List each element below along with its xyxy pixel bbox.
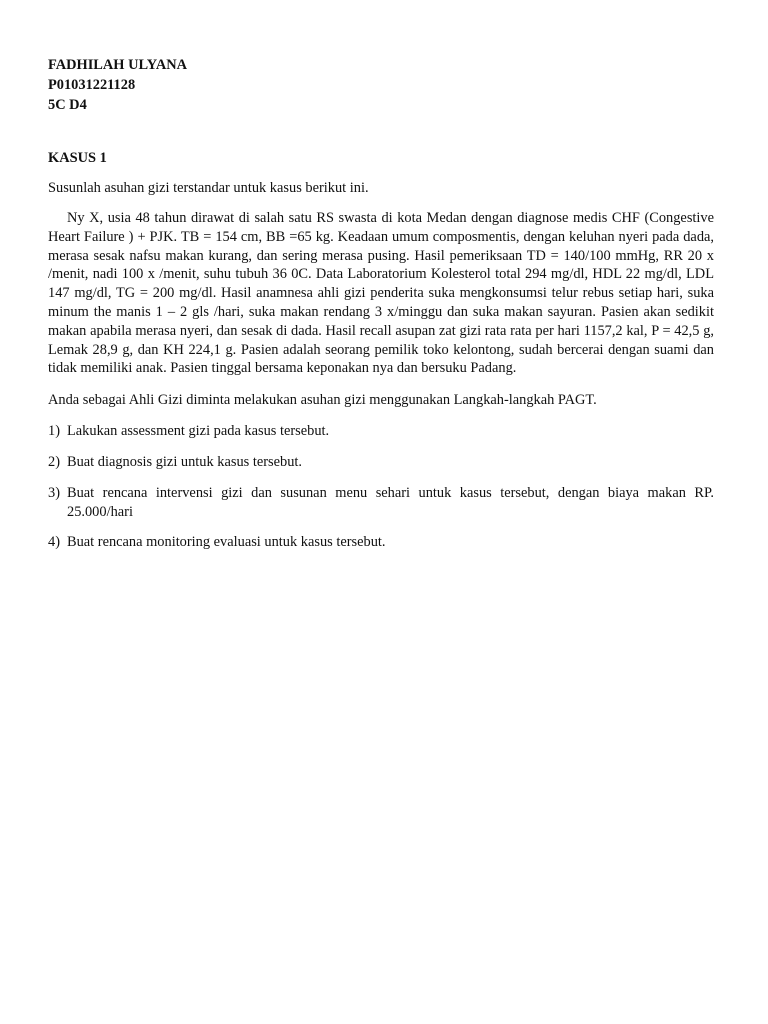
- task-text: Buat rencana intervensi gizi dan susunan menu sehari untuk kasus tersebut, dengan biaya makan RP. 25.000/hari: [67, 484, 714, 520]
- task-text: Lakukan assessment gizi pada kasus tersebut.: [67, 423, 330, 440]
- student-id: P01031221128: [48, 77, 136, 93]
- task-number: 2): [48, 453, 60, 470]
- student-class: 5C D4: [48, 97, 87, 113]
- case-title: KASUS 1: [48, 150, 107, 166]
- task-text: Buat rencana monitoring evaluasi untuk kasus tersebut.: [67, 534, 386, 551]
- case-intro: Susunlah asuhan gizi terstandar untuk kasus berikut ini.: [48, 180, 369, 196]
- task-text: Buat diagnosis gizi untuk kasus tersebut.: [67, 453, 303, 470]
- task-number: 1): [48, 423, 60, 440]
- task-item-1: [48, 422, 714, 441]
- case-description: Ny X, usia 48 tahun dirawat di salah satu RS swasta di kota Medan dengan diagnose medis CHF (Congestive Heart Failure ) + PJK. TB = 154 cm, BB =65 kg. Keadaan umum composmentis, dengan keluhan nyeri pada dada, merasa sesak nafsu makan kurang, dan sering merasa pusing. Hasil pemeriksaan TD = 140/100 mmHg, RR 20 x /menit, nadi 100 x /menit, suhu tubuh 36 0C. Data Laboratorium Kolesterol total 294 mg/dl, HDL 22 mg/dl, LDL 147 mg/dl, TG = 200 mg/dl. Hasil anamnesa ahli gizi penderita suka mengkonsumsi telur rebus setiap hari, suka minum the manis 1 – 2 gls /hari, suka makan rendang 3 x/minggu dan suka makan sayuran. Pasien akan sedikit makan apabila merasa nyeri, dan sesak di dada. Hasil recall asupan zat gizi rata rata per hari 1157,2 kal, P = 42,5 g, Lemak 28,9 g, dan KH 224,1 g. Pasien adalah seorang pemilik toko kelontong, sudah bercerai dengan suami dan tidak memiliki anak. Pasien tinggal bersama keponakan nya dan bersuku Padang.: [48, 210, 714, 377]
- task-item-4: [48, 533, 714, 552]
- task-item-2: [48, 453, 714, 472]
- task-item-3: [48, 484, 714, 522]
- student-name: FADHILAH ULYANA: [48, 57, 187, 73]
- document-page: [48, 55, 714, 552]
- task-number: 4): [48, 534, 60, 551]
- task-number: 3): [48, 484, 60, 501]
- case-instruction: Anda sebagai Ahli Gizi diminta melakukan asuhan gizi menggunakan Langkah-langkah PAGT.: [48, 392, 597, 409]
